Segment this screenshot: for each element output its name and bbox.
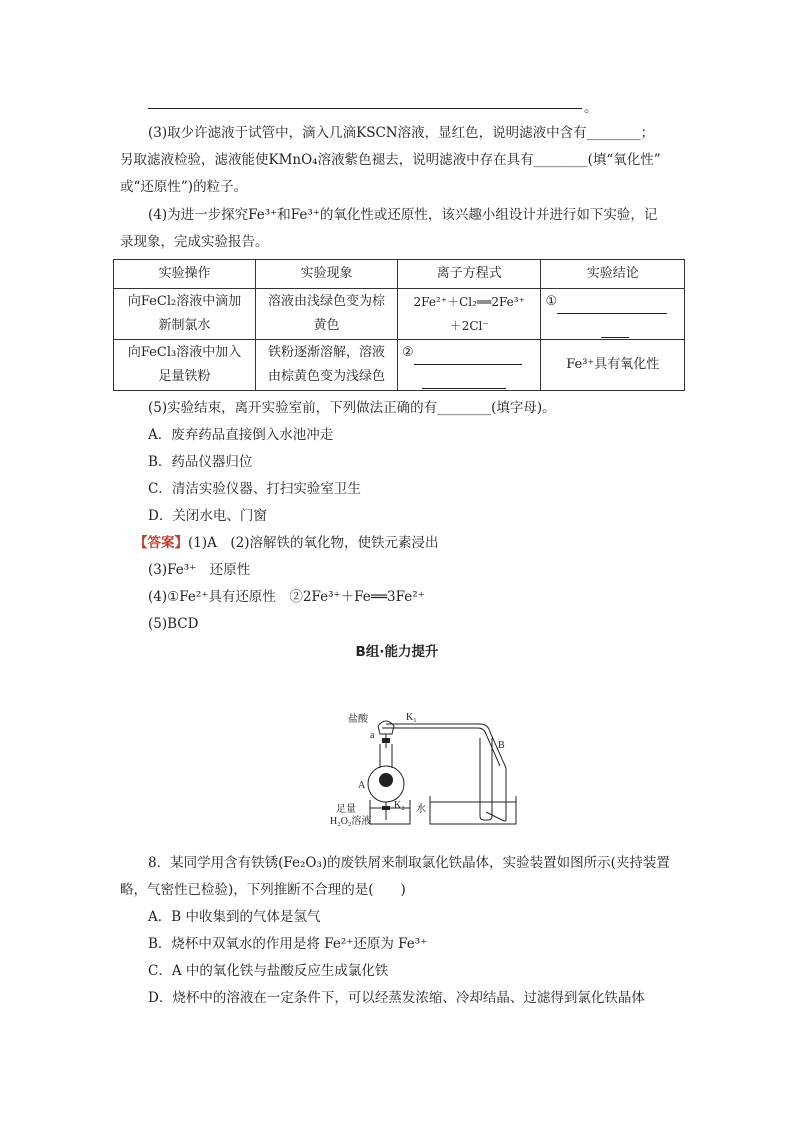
q5-option-c: C．清洁实验仪器、打扫实验室卫生	[148, 481, 361, 497]
label-k2: K₂	[394, 800, 405, 811]
answer-line4: (5)BCD	[148, 616, 199, 632]
row1-phenomenon	[256, 289, 398, 340]
label-beaker-1: 足量	[336, 804, 356, 815]
row2-phenomenon	[256, 340, 398, 391]
row1-eq-line1: 2Fe²⁺＋Cl₂══2Fe³⁺	[413, 295, 525, 309]
q8-stem-line2: 略，气密性已检验)，下列推断不合理的是( )	[120, 882, 406, 898]
header-operation: 实验操作	[114, 260, 256, 289]
row1-conclusion	[541, 289, 685, 340]
q8-option-b: B．烧杯中双氧水的作用是将 Fe²⁺还原为 Fe³⁺	[148, 936, 428, 952]
answer-line3: (4)①Fe²⁺具有还原性 ②2Fe³⁺＋Fe══3Fe²⁺	[148, 589, 425, 605]
q8-option-a: A．B 中收集到的气体是氢气	[148, 909, 321, 925]
apparatus-diagram	[330, 708, 520, 826]
header-conclusion: 实验结论	[541, 260, 685, 289]
label-water: 水	[416, 804, 426, 815]
label-acid: 盐酸	[348, 714, 368, 725]
table-row	[114, 340, 685, 391]
trough-icon	[430, 796, 516, 824]
row2-op-line1: 向FeCl₃溶液中加入	[127, 345, 242, 360]
test-tube-icon	[480, 738, 492, 820]
q5-line: (5)实验结束，离开实验室前，下列做法正确的有________(填字母)。	[148, 400, 556, 416]
fill-blank	[557, 313, 667, 314]
answer-line2: (3)Fe³⁺ 还原性	[148, 562, 251, 578]
q3-line2: 另取滤液检验，滤液能使KMnO₄溶液紫色褪去，说明滤液中存在具有________(填“氧化性”	[120, 152, 661, 168]
q5-option-a: A．废弃药品直接倒入水池冲走	[148, 427, 334, 443]
row2-equation	[397, 340, 540, 391]
answer-tag: 【答案】	[134, 535, 188, 551]
q5-option-b: B．药品仪器归位	[148, 454, 253, 470]
header-phenomenon: 实验现象	[256, 260, 398, 289]
row1-ph-line2: 黄色	[313, 318, 340, 333]
row1-operation	[114, 289, 256, 340]
experiment-table	[113, 259, 685, 391]
table-header-row	[114, 260, 685, 289]
answer-blank-line	[148, 108, 582, 109]
answer-line1	[134, 533, 439, 553]
fill-blank	[601, 337, 629, 338]
header-equation: 离子方程式	[397, 260, 540, 289]
row1-eq-line2: ＋2Cl⁻	[449, 319, 489, 333]
label-beaker-2: H₂O₂溶液	[330, 816, 372, 826]
row2-operation	[114, 340, 256, 391]
label-flask-a: A	[358, 780, 366, 791]
q4-line2: 录现象，完成实验报告。	[120, 234, 269, 250]
q5-option-d: D．关闭水电、门窗	[148, 508, 267, 524]
fill-blank	[422, 388, 506, 389]
row2-eq-mark: ②	[401, 345, 414, 360]
label-a: a	[370, 730, 375, 741]
q4-line1: (4)为进一步探究Fe³⁺和Fe³⁺的氧化性或还原性，该兴趣小组设计并进行如下实验，记	[148, 207, 658, 223]
q3-line1: (3)取少许滤液于试管中，滴入几滴KSCN溶液，显红色，说明滤液中含有________；	[148, 125, 655, 141]
row1-equation	[397, 289, 540, 340]
row1-op-line1: 向FeCl₂溶液中滴加	[127, 294, 242, 309]
row1-op-line2: 新制氯水	[158, 318, 211, 333]
row2-op-line2: 足量铁粉	[158, 369, 211, 384]
row1-concl-mark: ①	[545, 294, 558, 309]
line-end-mark: 。	[584, 100, 598, 116]
row2-conclusion: Fe³⁺具有氧化性	[541, 340, 685, 391]
label-tube-b: B	[498, 740, 505, 751]
answer-text1: (1)A (2)溶解铁的氧化物，使铁元素浸出	[188, 535, 439, 551]
q8-option-d: D．烧杯中的溶液在一定条件下，可以经蒸发浓缩、冷却结晶、过滤得到氯化铁晶体	[148, 990, 645, 1006]
fill-blank	[414, 364, 522, 365]
label-k1: K₁	[406, 712, 417, 723]
q8-option-c: C．A 中的氧化铁与盐酸反应生成氯化铁	[148, 963, 389, 979]
row1-ph-line1: 溶液由浅绿色变为棕	[268, 294, 386, 309]
q3-line3: 或“还原性”)的粒子。	[120, 179, 248, 195]
section-title: B组·能力提升	[355, 644, 439, 660]
q8-stem-line1: 8．某同学用含有铁锈(Fe₂O₃)的废铁屑来制取氯化铁晶体，实验装置如图所示(夹持装置	[148, 855, 670, 871]
row2-ph-line1: 铁粉逐渐溶解，溶液	[268, 345, 386, 360]
row2-ph-line2: 由棕黄色变为浅绿色	[268, 369, 386, 384]
table-row	[114, 289, 685, 340]
